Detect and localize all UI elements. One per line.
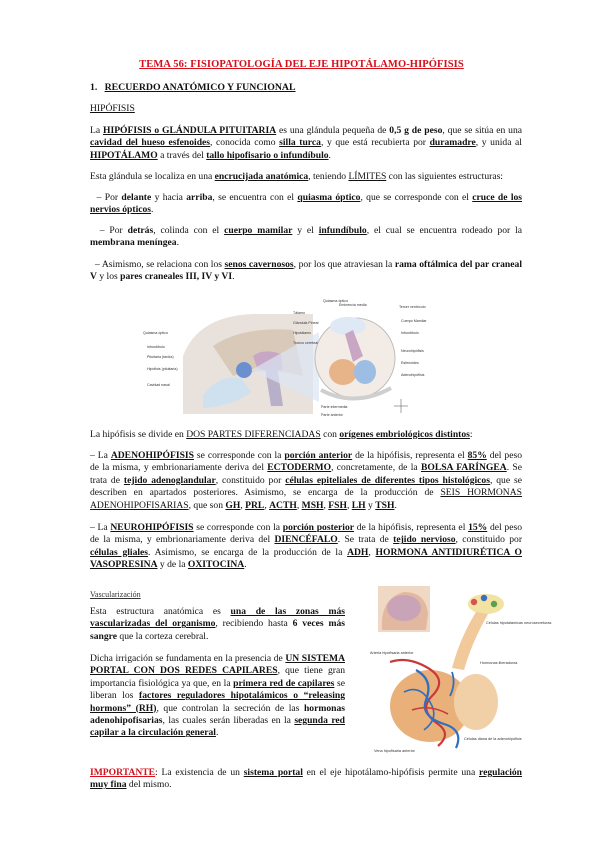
neurohypophysis-shape [354,360,376,384]
label-cuerpo-mamilar: Cuerpo Mamilar [401,319,427,323]
adenohypophysis-shape [329,359,357,385]
label-hipofisis-left: Hipófisis (pituitaria) [147,367,178,371]
page-title: TEMA 56: FISIOPATOLOGÍA DEL EJE HIPOTÁLAMO-HIPÓFISIS [139,59,464,70]
optic-chiasm-shape [330,317,366,335]
paragraph-limits: Esta glándula se localiza en una encrucijada anatómica, teniendo LÍMITES con las siguientes estructuras: [90,171,503,182]
label-pineal: Glándula Pineal [293,321,319,325]
subheading-vascularizacion: Vascularización [90,590,141,599]
paragraph-hipofisis-definition: La HIPÓFISIS o GLÁNDULA PITUITARIA es una glándula pequeña de 0,5 g de peso, que se sitúa en una cavidad del hueso esfenoides, conocida como silla turca, y que está recubierta por duramadre, y unida al HIPOTÁLAMO a través del tallo hipofisario o infundíbulo. [90,125,522,161]
label-celulas-diana: Células diana de la adenohipófisis [464,737,522,741]
paragraph-vascularization: Esta estructura anatómica es una de las zonas más vascularizadas del organismo, recibiendo hasta 6 veces más sangre que la corteza cerebral. [90,606,345,642]
brain-inset-shape [387,595,421,621]
label-talamo: Tálamo [293,311,305,315]
label-esfenoides: Esfenoides [401,361,419,365]
paragraph-limit-back: – Por detrás, colinda con el cuerpo mamilar y el infundíbulo, el cual se encuentra rodeado por la membrana meníngea. [90,225,523,249]
label-neurohipofisis: Neurohipófisis [401,349,424,353]
label-parte-anterior: Parte anterior [321,413,343,417]
pituitary-small-shape [236,362,252,378]
paragraph-limit-front: – Por delante y hacia arriba, se encuentra con el quiasma óptico, que se corresponde con el cruce de los nervios ópticos. [90,192,523,216]
label-hormonas-liberadoras: Hormonas liberadoras [480,661,518,665]
paragraph-limit-cavernous: – Asimismo, se relaciona con los senos cavernosos, por los que atraviesan la rama oftálmica del par craneal V y los pares craneales III, IV y VI. [90,259,522,283]
label-celulas-hipotalamicas: Células hipotalámicas neurosecretoras [486,621,552,625]
label-vena-hipofisaria: Vena hipofisaria anterior [374,749,415,753]
portal-system-figure [368,584,552,754]
label-infundibulo-left: Infundíbulo [147,345,165,349]
label-quiasma-left: Quiasma óptico [143,331,168,335]
label-quiasma-right: Quiasma óptico [323,299,348,303]
label-infundibulo-right: Infundíbulo [401,331,419,335]
label-cavidad-nasal: Cavidad nasal [147,383,170,387]
label-parte-intermedia: Parte intermedia [321,405,348,409]
label-hipotalamo: Hipotálamo [293,331,312,335]
paragraph-important: IMPORTANTE: La existencia de un sistema portal en el eje hipotálamo-hipófisis permite una regulación muy fina del mismo. [90,767,522,791]
label-eminencia: Eminencia media [339,303,367,307]
pituitary-anatomy-figure [143,296,471,420]
paragraph-portal-system: Dicha irrigación se fundamenta en la presencia de UN SISTEMA PORTAL CON DOS REDES CAPILARES, que tiene gran importancia fisiológica ya que, en la primera red de capilares se liberan los factores reguladores hipotalámicos o “releasing hormons” (RH), que controlan la secreción de las hormonas adenohipofisarias, las cuales serán liberadas en la segunda red capilar a la circulación general. [90,653,346,739]
label-tercer-ventriculo: Tercer ventrículo [399,305,426,309]
subheading-hipofisis: HIPÓFISIS [90,103,135,114]
paragraph-adenohipofisis: – La ADENOHIPÓFISIS se corresponde con la porción anterior de la hipófisis, representa el 85% del peso de la misma, y embrionariamente deriva del ECTODERMO, concretamente, de la BOLSA FARÍNGEA. Se trata de tejido adenoglandular, constituido por células epiteliales de diferentes tipos histológicos, que se describen en apartados posteriores. Asimismo, se encarga de la producción de SEIS HORMONAS ADENOHIPOFISARIAS, que son GH, PRL, ACTH, MSH, FSH, LH y TSH. [90,450,522,511]
section-heading-label: RECUERDO ANATÓMICO Y FUNCIONAL [104,82,296,93]
paragraph-two-parts: La hipófisis se divide en DOS PARTES DIFERENCIADAS con orígenes embriológicos distintos: [90,429,473,440]
label-tronco: Tronco cerebral [293,341,319,345]
label-arteria-hipofisaria: Arteria hipofisaria anterior [370,651,414,655]
label-pituitaria-left: Pituitaria (tardía) [147,355,174,359]
important-label: IMPORTANTE [90,767,156,778]
neurohypophysis-body-shape [454,674,498,730]
paragraph-neurohipofisis: – La NEUROHIPÓFISIS se corresponde con la porción posterior de la hipófisis, representa el 15% del peso de la misma, y embrionariamente deriva del DIENCÉFALO. Se trata de tejido nervioso, constituido por células gliales. Asimismo, se encarga de la producción de la ADH, HORMONA ANTIDIURÉTICA O VASOPRESINA y de la OXITOCINA. [90,522,523,571]
section-heading: 1. RECUERDO ANATÓMICO Y FUNCIONAL [90,82,296,93]
label-adenohipofisis: Adenohipófisis [401,373,425,377]
